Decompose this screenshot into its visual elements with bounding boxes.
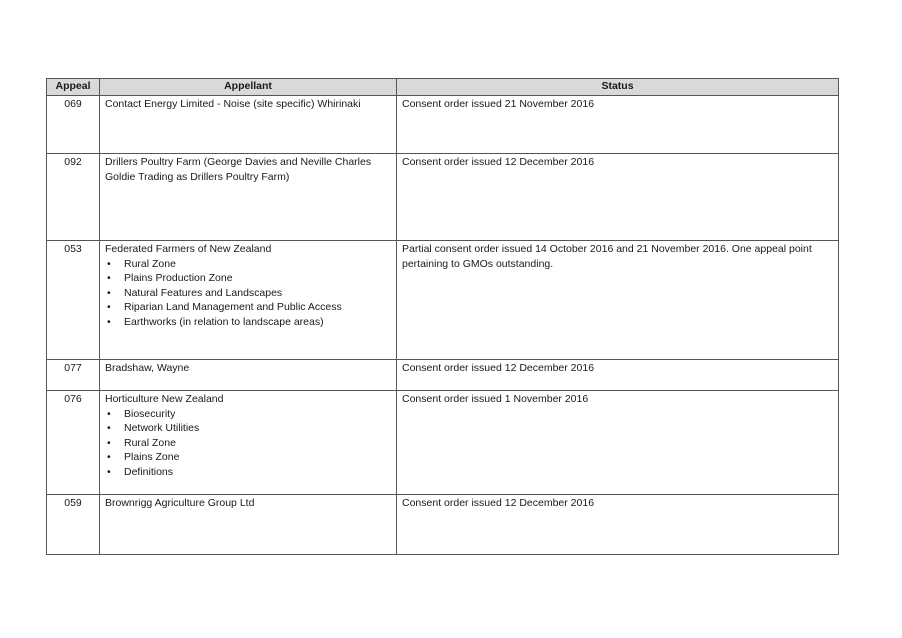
header-appeal: Appeal — [47, 79, 100, 96]
list-item: • Biosecurity — [105, 407, 391, 422]
appellant-cell — [100, 241, 397, 360]
appellant-cell — [100, 154, 397, 241]
appellant-cell — [100, 360, 397, 391]
appellant-cell — [100, 96, 397, 154]
appellant-name: Federated Farmers of New Zealand — [105, 243, 272, 255]
list-item: • Plains Production Zone — [105, 271, 391, 286]
appellant-name: Horticulture New Zealand — [105, 393, 224, 405]
status-cell: Consent order issued 12 December 2016 — [397, 154, 839, 241]
status-cell: Consent order issued 1 November 2016 — [397, 391, 839, 495]
table-header-row — [47, 79, 839, 96]
table-row — [47, 241, 839, 360]
status-cell: Consent order issued 12 December 2016 — [397, 495, 839, 555]
appellant-name: Brownrigg Agriculture Group Ltd — [105, 497, 255, 509]
status-cell: Consent order issued 21 November 2016 — [397, 96, 839, 154]
table-row — [47, 96, 839, 154]
appeal-number: 077 — [47, 360, 100, 391]
appellant-name: Contact Energy Limited - Noise (site specific) Whirinaki — [105, 98, 361, 110]
status-cell: Partial consent order issued 14 October 2016 and 21 November 2016. One appeal point pertaining to GMOs outstanding. — [397, 241, 839, 360]
appeal-topics-list — [105, 407, 391, 480]
list-item: • Natural Features and Landscapes — [105, 286, 391, 301]
appeal-topics-list — [105, 257, 391, 330]
header-appellant: Appellant — [100, 79, 397, 96]
appeal-number: 076 — [47, 391, 100, 495]
appellant-name: Drillers Poultry Farm (George Davies and Neville Charles Goldie Trading as Drillers Poultry Farm) — [105, 156, 372, 183]
list-item: • Network Utilities — [105, 421, 391, 436]
table-row — [47, 391, 839, 495]
list-item: • Earthworks (in relation to landscape areas) — [105, 315, 391, 330]
table-row — [47, 154, 839, 241]
header-status: Status — [397, 79, 839, 96]
list-item: • Rural Zone — [105, 257, 391, 272]
appeal-number: 059 — [47, 495, 100, 555]
list-item: • Plains Zone — [105, 450, 391, 465]
list-item: • Definitions — [105, 465, 391, 480]
list-item: • Riparian Land Management and Public Access — [105, 300, 391, 315]
appellant-cell — [100, 391, 397, 495]
status-cell: Consent order issued 12 December 2016 — [397, 360, 839, 391]
list-item: • Rural Zone — [105, 436, 391, 451]
appellant-name: Bradshaw, Wayne — [105, 362, 190, 374]
appeal-number: 069 — [47, 96, 100, 154]
appellant-cell — [100, 495, 397, 555]
table-row — [47, 495, 839, 555]
table-row — [47, 360, 839, 391]
appeal-number: 053 — [47, 241, 100, 360]
appeals-status-table — [46, 78, 839, 555]
appeal-number: 092 — [47, 154, 100, 241]
